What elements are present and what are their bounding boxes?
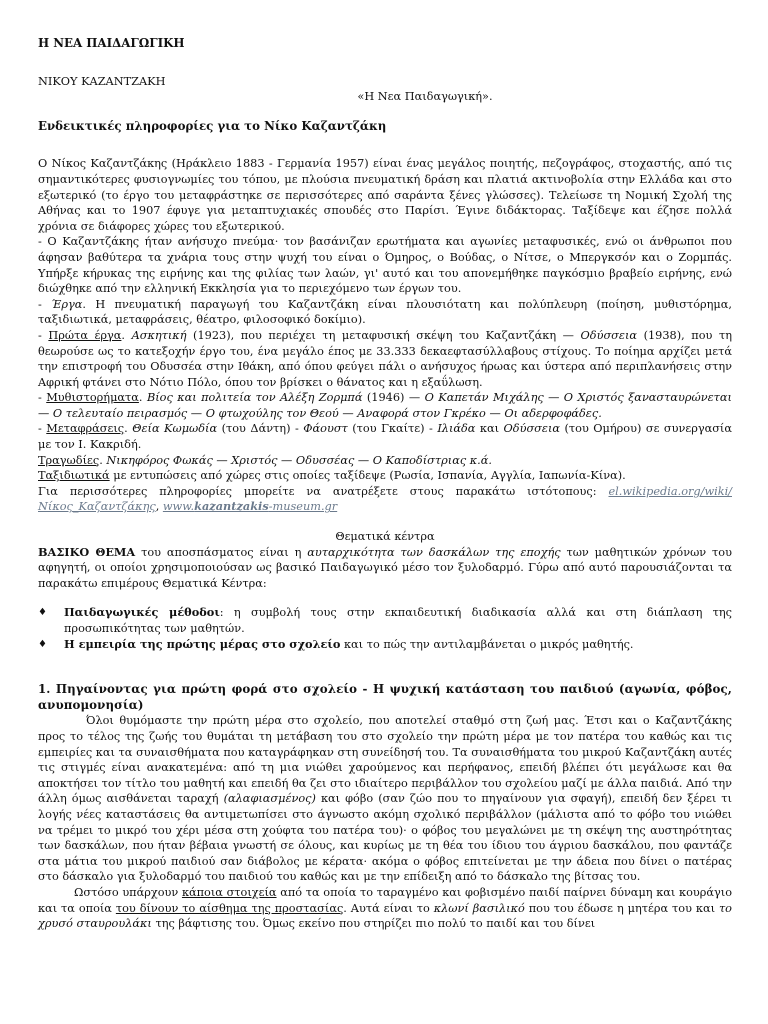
emphasis-text: αυταρχικότητα των δασκάλων της εποχής [307,545,561,559]
work-title: Νικηφόρος Φωκάς — Χριστός — Οδυσσέας — Ο Καποδίστριας κ.ά. [106,453,492,467]
bio-text: . [121,328,132,342]
link-part: kazantzakis [194,499,269,514]
theme-bullet-2 [38,637,732,653]
bullet-text [64,637,732,653]
bullet-rest: και το πώς την αντιλαμβάνεται ο μικρός μαθητής. [340,637,634,651]
wikipedia-link[interactable]: el.wikipedia.org/wiki/Νίκος_Καζαντζάκης [38,484,732,514]
work-title: Οδύσσεια [503,422,561,436]
diamond-bullet-icon: ♦ [38,607,47,619]
emphasis-text: κλωνί βασιλικό [433,901,525,915]
bio-text: με εντυπώσεις από χώρες στις οποίες ταξίδεψε (Ρωσία, Ισπανία, Αγγλία, Ιαπωνία-Κίνα). [109,469,626,483]
bio-text: , [155,500,163,514]
bio-text: (1946) — [362,391,425,405]
work-title: Φάουστ [303,422,348,436]
dash: - [38,297,52,311]
diamond-bullet-icon: ♦ [38,638,47,650]
author-name: Ο Νίκος Καζαντζάκης [38,157,168,171]
bio-text: (του Ομήρου) σε συνεργασία με τον Ι. Κακριδή. [38,422,732,452]
translations-label: Μεταφράσεις [46,422,125,436]
bio-text: . [124,422,133,436]
bio-text: . [99,453,107,467]
dash: - [38,328,49,342]
museum-link[interactable] [163,500,337,513]
bio-paragraph-works [38,297,732,328]
themes-intro [38,545,732,592]
doc-title: Η ΝΕΑ ΠΑΙΔΑΓΩΓΙΚΗ [38,36,185,50]
body-text: που του έδωσε η μητέρα του και [524,901,719,915]
section-1-paragraph-1 [38,713,732,885]
work-title: Ο Καπετάν Μιχάλης — Ο Χριστός ξανασταυρώνεται — Ο τελευταίο πειρασμός — Ο φτωχούλης τον Θεού — Αναφορά στον Γκρέκο — Οι αδερφοφάδες. [38,391,732,420]
underlined-text: του δίνουν το αίσθημα της προστασίας [115,901,344,915]
bullet-bold: Η εμπειρία της πρώτης μέρας στο σχολείο [64,636,341,651]
novels-label: Μυθιστορήματα [46,391,139,405]
work-title: Οδύσσεια [580,328,638,342]
info-heading: Ενδεικτικές πληροφορίες για το Νίκο Καζαντζάκη [38,118,387,133]
bio-paragraph-tragedies [38,453,732,469]
bio-text: . [138,391,147,405]
emphasis-text: (αλαφιασμένος) [223,792,316,806]
section-1-paragraph-2 [38,885,732,932]
work-title: Ιλιάδα [437,422,476,436]
bio-text: (1938), που τη θεωρούσε ως το κατεξοχήν έργο του, ένα μεγάλο έπος με 33.333 δεκαεφτασύλλαβους στίχους. Το ποίημα αρχίζει μετά την επιστροφή του Οδυσσέα στην Ιθάκη, από όπου φεύγει πάλι ο ανήσυχος ήρωας και ύστερα από περιπλανήσεις στην Αφρική φτάνει στο Νότιο Πόλο, όπου τον βρίσκει ο θάνατος και η εξαΰλωση. [38,328,732,389]
bullet-text [64,605,732,636]
tragedies-label: Τραγωδίες [38,453,100,467]
work-title: Θεία Κωμωδία [132,422,218,436]
emphasis-text: το χρυσό σταυρουλάκι [38,901,732,931]
bio-paragraph-first-works [38,328,732,390]
bullet-bold: Παιδαγωγικές μέθοδοι [64,605,220,620]
bio-text: . Η πνευματική παραγωγή του Καζαντζάκη είναι πλουσιότατη και πολύπλευρη (ποίηση, μυθιστόρημα, ταξιδιωτικά, μεταφράσεις, θέατρο, φιλοσοφικό δοκίμιο). [38,297,732,327]
bio-paragraph-links [38,484,732,515]
bio-text: (του Δάντη) - [217,422,304,436]
bio-paragraph-1 [38,156,732,234]
bio-text: και [475,422,504,436]
theme-bullet-1 [38,605,732,636]
travel-label: Ταξιδιωτικά [38,469,110,483]
body-text: των μαθητικών χρόνων του αφηγητή, οι οποίοι χρησιμοποιούσαν ως βασικό Παιδαγωγικό μέσο τον ξυλοδαρμό. Γύρω από αυτό παρουσιάζονται τα παρακάτω επιμέρους Θεματικά Κέντρα: [38,545,732,590]
bio-paragraph-2: - Ο Καζαντζάκης ήταν ανήσυχο πνεύμα· τον βασάνιζαν ερωτήματα και αγωνίες μεταφυσικές, ενώ οι άνθρωποι που άφησαν βαθύτερα τα χνάρια τους στην ψυχή του είναι ο Όμηρος, ο Βούδας, ο Νίτσε, ο Μπεργκσόν και ο Ζορμπάς. Υπήρξε κήρυκας της ειρήνης και της φιλίας των λαών, γι' αυτό και του απονεμήθηκε παγκόσμιο βραβείο ειρήνης, ενώ διώχθηκε από την ελληνική Εκκλησία για το περιεχόμενο των έργων του. [38,235,732,296]
link-part: www. [162,500,195,514]
main-theme-label: ΒΑΣΙΚΟ ΘΕΜΑ [38,544,136,559]
body-text: από τα οποία το ταραγμένο και φοβισμένο παιδί παίρνει δύναμη και κουράγιο και τα οποία [38,885,732,915]
body-text: και φόβο (σαν ζώο που το πηγαίνουν για σφαγή), επειδή δεν ξέρει τι λογής νέες καταστάσεις θα αντιμετωπίσει στο άγνωστο ακόμη σχολικό περιβάλλον (μάλιστα από το φόβο του νιώθει να τρέμει το μικρό του χέρι μέσα στη χούφτα του πατέρα του)· ο φόβος του μεγαλώνει με τη σκέψη της αυστηρότητας των δασκάλων, που ήταν βέβαια γνωστή σε όλους, και κυρίως με τη θέα του ίδιου του άγριου δασκάλου, που φαντάζε στα μάτια του μικρού παιδιού σαν διάβολος με κέρατα· ακόμα ο φόβος επιτείνεται με την άδεια που δίνει ο πατέρας στο δάσκαλο για ξυλοδαρμό του παιδιού του καθώς και με την επίδειξη από το δάσκαλο της βίτσας του. [38,792,732,884]
bio-text: Για περισσότερες πληροφορίες μπορείτε να ανατρέξετε στους παρακάτω ιστότοπους: [38,484,609,498]
dash: - [38,391,47,405]
work-title: Βίος και πολιτεία τον Αλέξη Ζορμπά [146,391,363,405]
body-text: . Αυτά είναι το [343,901,434,915]
bio-text: (του Γκαίτε) - [347,422,438,436]
doc-work-title: «Η Νεα Παιδαγωγική». [357,90,493,104]
works-label: Έργα [51,297,83,311]
body-text: Όλοι θυμόμαστε την πρώτη μέρα στο σχολείο, που αποτελεί σταθμό στη ζωή μας. Έτσι και ο Καζαντζάκης προς το τέλος της ζωής του θυμάται τη μετάβαση του στο σχολείο την πρώτη μέρα με τον πατέρα του καθώς και τις εμπειρίες και τα συναισθήματα που καταγράφηκαν στη συνείδησή του. Τα συναισθήματα του μικρού Καζαντζάκη αυτές τις στιγμές είναι ανακατεμένα: από τη μια νιώθει χαρούμενος και περήφανος, επειδή βλέπει ότι μεγάλωσε και θα αποκτήσει τον τίτλο του μαθητή και επειδή θα ζει στο ιδιαίτερο περιβάλλον του σχολείου μαζί με άλλα παιδιά. Από την άλλη όμως αισθάνεται ταραχή [38,714,732,806]
bio-paragraph-translations [38,421,732,452]
bullet-rest: : η συμβολή τους στην εκπαιδευτική διαδικασία αλλά και στη διάπλαση της προσωπικότητας των μαθητών. [64,606,732,635]
body-text: Ωστόσο υπάρχουν [74,885,182,899]
first-works-label: Πρώτα έργα [48,328,122,342]
bio-paragraph-travel [38,468,732,484]
bio-text: (1923), που περιέχει τη μεταφυσική σκέψη του Καζαντζάκη — [186,328,581,342]
body-text: της βάφτισης του. Όμως εκείνο που στηρίζει πιο πολύ το παιδί και του δίνει [151,917,596,931]
themes-heading: Θεματικά κέντρα [335,530,435,544]
underlined-text: κάποια στοιχεία [181,885,277,899]
bio-text: (Ηράκλειο 1883 - Γερμανία 1957) είναι ένας μεγάλος ποιητής, πεζογράφος, στοχαστής, από τις σημαντικότερες φυσιογνωμίες του τόπου, με πλούσια πνευματική δράση και πλατιά ακτινοβολία στην Ελλάδα και στο εξωτερικό (το έργο του μεταφράστηκε σε περισσότερες από σαράντα ξένες γλώσσες). Τελείωσε τη Νομική Σχολή της Αθήνας και το 1907 έφυγε για μεταπτυχιακές σπουδές στο Παρίσι. Έγινε διδάκτορας. Ταξίδεψε και έζησε πολλά χρόνια σε διάφορες χώρες του εξωτερικού. [38,157,732,233]
link-part: -museum.gr [268,500,338,514]
body-text: του αποσπάσματος είναι η [135,545,308,559]
bio-paragraph-novels [38,390,732,421]
work-title: Ασκητική [131,328,187,342]
dash: - [38,422,47,436]
doc-author: ΝΙΚΟΥ ΚΑΖΑΝΤΖΑΚΗ [38,74,166,88]
section-1-title: 1. Πηγαίνοντας για πρώτη φορά στο σχολείο - Η ψυχική κατάσταση του παιδιού (αγωνία, φόβος, ανυπομονησία) [38,682,732,712]
